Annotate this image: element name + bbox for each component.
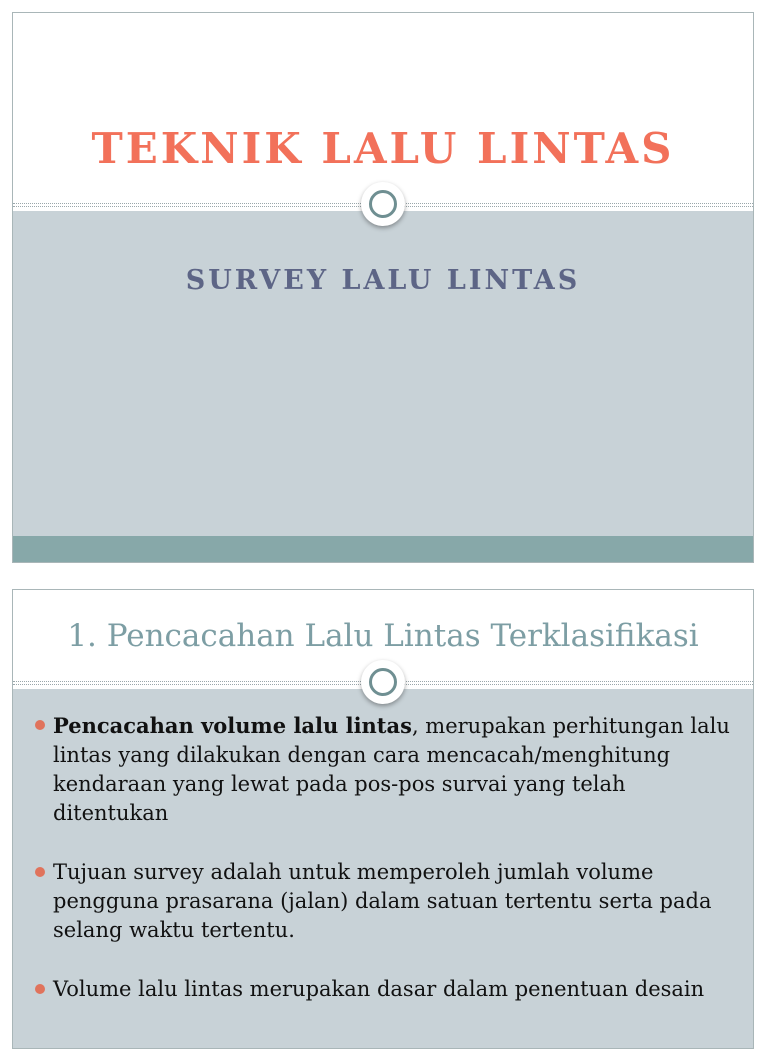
bullet-item <box>33 975 733 1004</box>
bullet-list <box>33 711 733 1034</box>
bullet-item <box>33 711 733 828</box>
bullet-bold-text: Pencacahan volume lalu lintas <box>53 713 412 738</box>
title-area <box>13 13 753 204</box>
content-slide <box>12 589 754 1049</box>
subtitle-band <box>13 211 753 537</box>
title-slide <box>12 12 754 563</box>
bullet-text: , merupakan perhitungan lalu lintas yang dilakukan dengan cara mencacah/menghitung kendaraan yang lewat pada pos-pos survai yang telah ditentukan <box>53 714 730 825</box>
bullet-dot-icon <box>35 867 45 877</box>
footer-bar <box>13 536 753 562</box>
bullet-dot-icon <box>35 984 45 994</box>
bullet-dot-icon <box>35 720 45 730</box>
ring-ornament-icon <box>361 182 405 226</box>
ring-ornament-icon <box>361 660 405 704</box>
bullet-item <box>33 858 733 945</box>
slide-subtitle: SURVEY LALU LINTAS <box>185 265 581 296</box>
slide-heading: 1. Pencacahan Lalu Lintas Terklasifikasi <box>67 618 699 654</box>
bullet-text: Tujuan survey adalah untuk memperoleh jumlah volume pengguna prasarana (jalan) dalam satuan tertentu serta pada selang waktu tertentu. <box>53 860 712 942</box>
slide-title: TEKNIK LALU LINTAS <box>91 124 675 173</box>
bullet-text: Volume lalu lintas merupakan dasar dalam penentuan desain <box>53 977 705 1001</box>
